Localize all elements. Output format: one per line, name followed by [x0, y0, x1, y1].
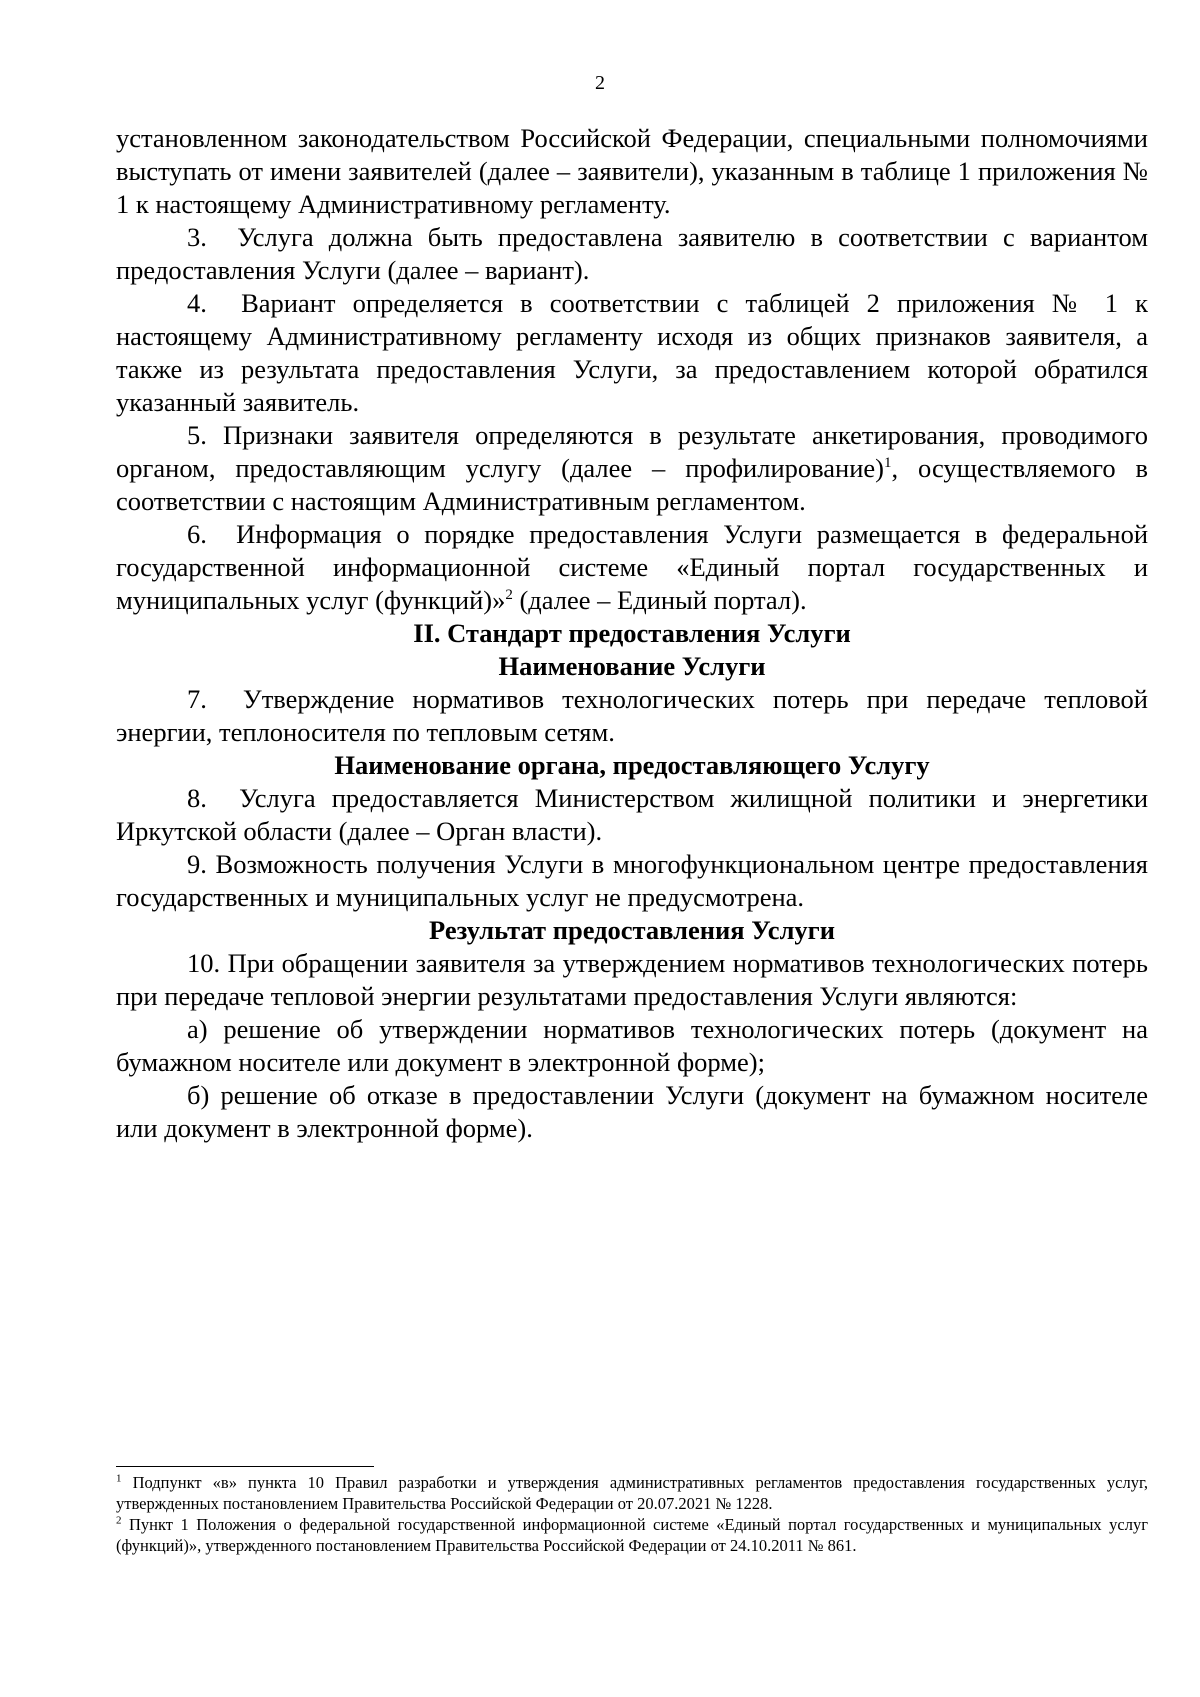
footnote-ref-1[interactable]: 1	[884, 455, 892, 472]
footnote-mark-1: 1	[116, 1472, 122, 1485]
document-body	[116, 122, 1148, 1145]
paragraph-6	[116, 518, 1148, 617]
paragraph-4: 4. Вариант определяется в соответствии с таблицей 2 приложения № 1 к настоящему Административному регламенту исходя из общих признаков заявителя, а также из результата предоставления Услуги, за предоставлением которой обратился указанный заявитель.	[116, 288, 1148, 417]
footnote-2	[116, 1514, 1148, 1556]
paragraph-8: 8. Услуга предоставляется Министерством жилищной политики и энергетики Иркутской области (далее – Орган власти).	[116, 783, 1148, 846]
footnote-separator	[116, 1466, 374, 1467]
paragraph-5-tail: , осуществляемого в соответствии с настоящим Административным регламентом.	[116, 453, 1148, 516]
paragraph-9: 9. Возможность получения Услуги в многофункциональном центре предоставления государственных и муниципальных услуг не предусмотрена.	[116, 849, 1148, 912]
paragraph-10b: б) решение об отказе в предоставлении Услуги (документ на бумажном носителе или документ в электронной форме).	[116, 1080, 1148, 1143]
paragraph-3: 3. Услуга должна быть предоставлена заявителю в соответствии с вариантом предоставления Услуги (далее – вариант).	[116, 222, 1148, 285]
footnote-ref-2[interactable]: 2	[505, 587, 513, 604]
footnotes	[116, 1472, 1148, 1556]
paragraph-5	[116, 419, 1148, 518]
paragraph-7: 7. Утверждение нормативов технологических потерь при передаче тепловой энергии, теплоносителя по тепловым сетям.	[116, 684, 1148, 747]
footnote-1-text: Подпункт «в» пункта 10 Правил разработки и утверждения административных регламентов предоставления государственных услуг, утвержденных постановлением Правительства Российской Федерации от 20.07.2021 № 1228.	[116, 1473, 1148, 1513]
paragraph-6-tail: (далее – Единый портал).	[512, 585, 807, 615]
paragraph-intro: установленном законодательством Российской Федерации, специальными полномочиями выступать от имени заявителей (далее – заявители), указанным в таблице 1 приложения № 1 к настоящему Административному регламенту.	[116, 123, 1148, 219]
footnote-2-text: Пункт 1 Положения о федеральной государственной информационной системе «Единый портал государственных и муниципальных услуг (функций)», утвержденного постановлением Правительства Российской Федерации от 24.10.2011 № 861.	[116, 1515, 1148, 1555]
paragraph-6-text: 6. Информация о порядке предоставления Услуги размещается в федеральной государственной информационной системе «Единый портал государственных и муниципальных услуг (функций)»	[116, 519, 1148, 615]
footnote-mark-2: 2	[116, 1514, 122, 1527]
heading-organ-name: Наименование органа, предоставляющего Услугу	[334, 750, 930, 780]
paragraph-10: 10. При обращении заявителя за утверждением нормативов технологических потерь при передаче тепловой энергии результатами предоставления Услуги являются:	[116, 948, 1148, 1011]
footnote-1	[116, 1472, 1148, 1514]
page-number: 2	[595, 72, 605, 94]
paragraph-10a: а) решение об утверждении нормативов технологических потерь (документ на бумажном носителе или документ в электронной форме);	[116, 1014, 1148, 1077]
heading-result: Результат предоставления Услуги	[429, 915, 835, 945]
section-heading-standard: II. Стандарт предоставления Услуги	[413, 618, 851, 648]
paragraph-5-text: 5. Признаки заявителя определяются в результате анкетирования, проводимого органом, предоставляющим услугу (далее – профилирование)	[116, 420, 1148, 483]
heading-service-name: Наименование Услуги	[498, 651, 766, 681]
